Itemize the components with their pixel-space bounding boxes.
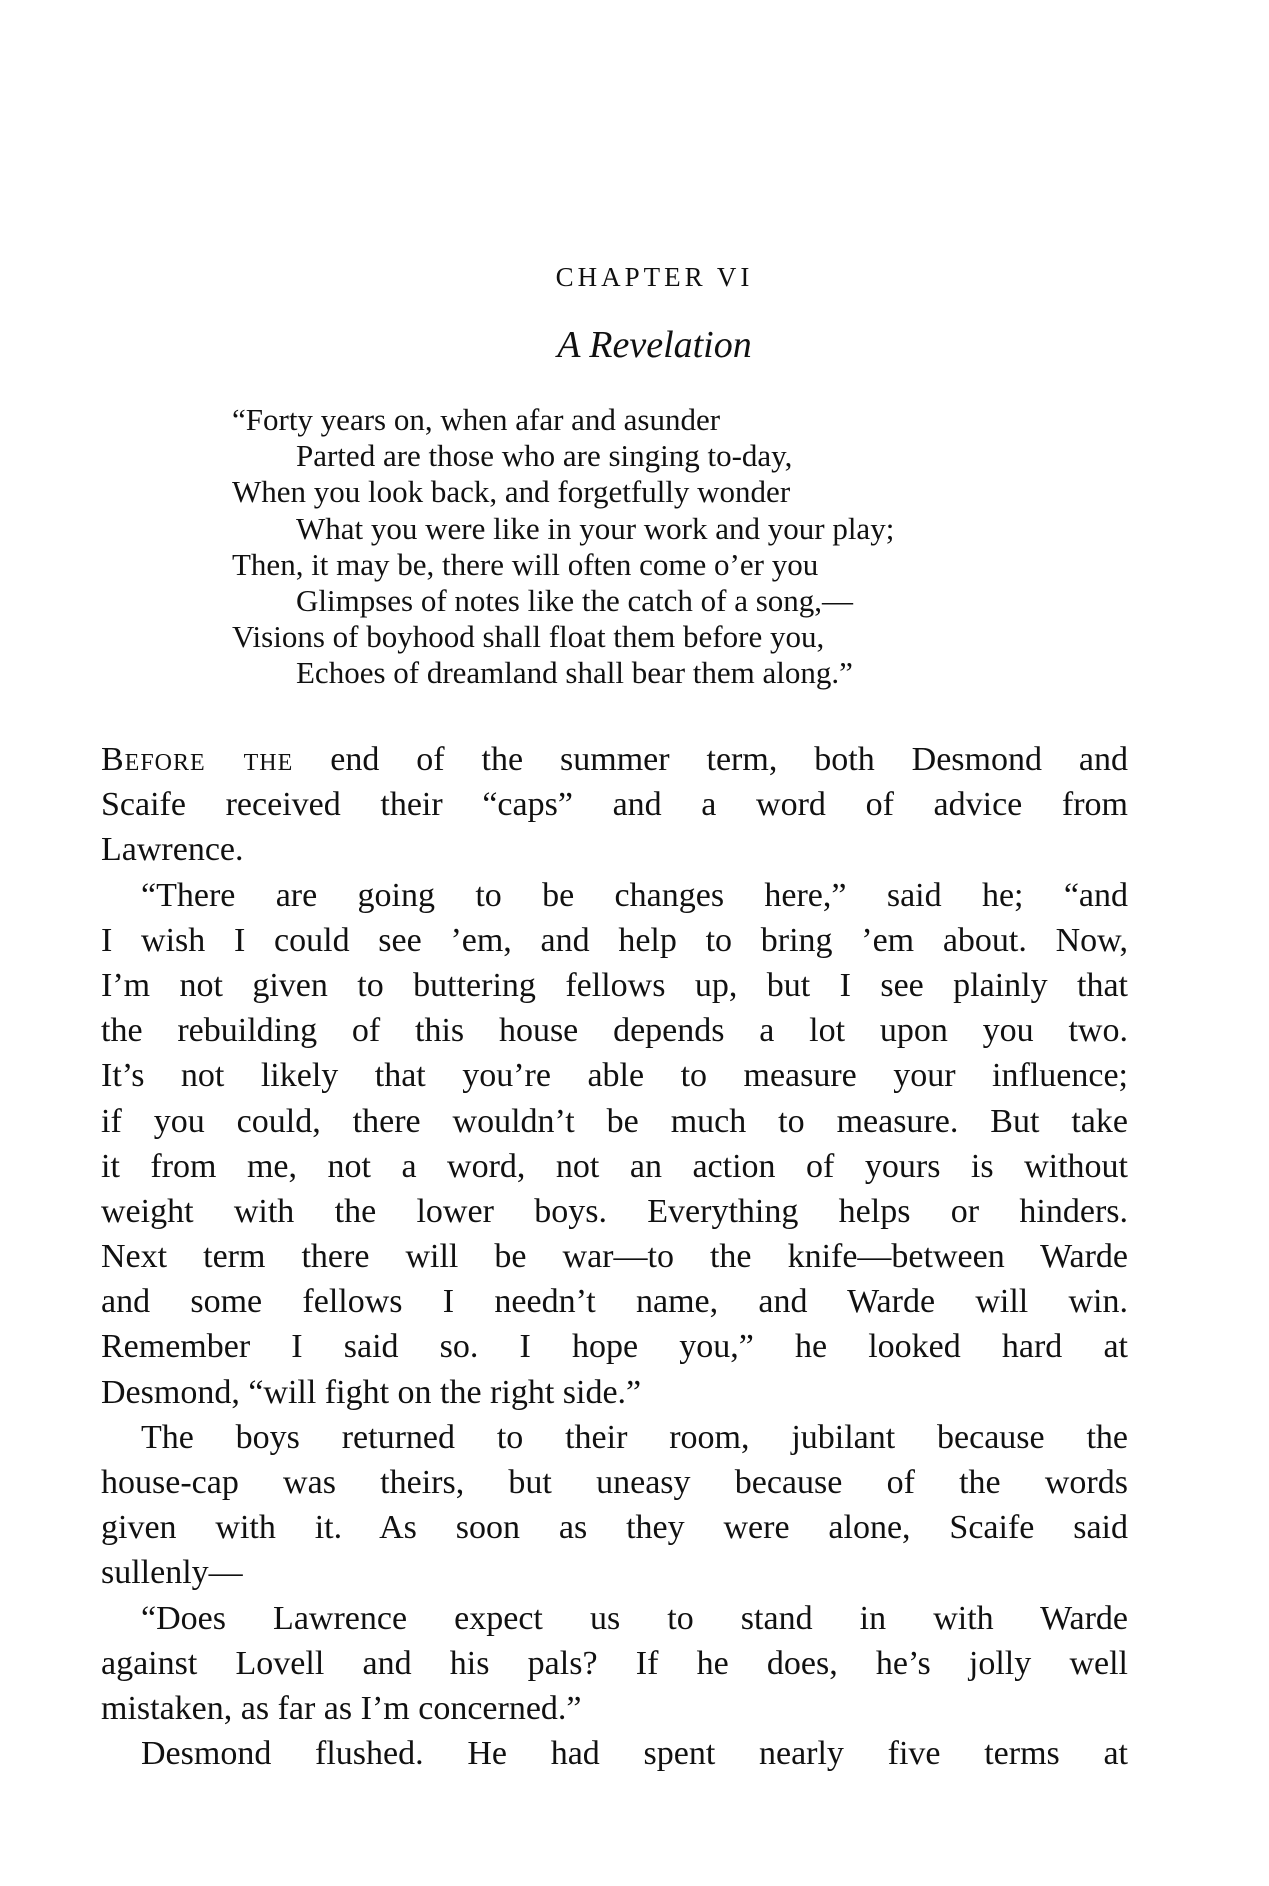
body-line: I’m not given to buttering fellows up, but I see plainly that bbox=[101, 966, 1128, 1004]
epigraph-line: Echoes of dreamland shall bear them along.” bbox=[296, 655, 853, 691]
chapter-label: CHAPTER VI bbox=[555, 262, 754, 292]
body-line bbox=[101, 737, 1128, 782]
body-line: if you could, there wouldn’t be much to measure. But take bbox=[101, 1102, 1128, 1140]
body-line: Desmond, “will fight on the right side.” bbox=[101, 1373, 642, 1411]
body-line: “Does Lawrence expect us to stand in with Warde bbox=[141, 1599, 1128, 1637]
body-line: Remember I said so. I hope you,” he looked hard at bbox=[101, 1328, 1128, 1366]
body-line-text: end of the summer term, both Desmond and bbox=[330, 741, 1129, 778]
chapter-title: A Revelation bbox=[557, 324, 752, 366]
body-line: Scaife received their “caps” and a word of advice from bbox=[101, 786, 1128, 824]
epigraph-line: When you look back, and forgetfully wonder bbox=[232, 474, 791, 510]
body-line: sullenly— bbox=[101, 1554, 243, 1592]
body-line: it from me, not a word, not an action of yours is without bbox=[101, 1147, 1128, 1185]
epigraph-line: What you were like in your work and your play; bbox=[296, 510, 895, 546]
body-line: weight with the lower boys. Everything helps or hinders. bbox=[101, 1192, 1128, 1230]
body-line: against Lovell and his pals? If he does, he’s jolly well bbox=[101, 1644, 1128, 1682]
opening-smallcaps: Before the bbox=[101, 741, 294, 778]
body-line: and some fellows I needn’t name, and Warde will win. bbox=[101, 1283, 1128, 1321]
body-line: the rebuilding of this house depends a lot upon you two. bbox=[101, 1012, 1128, 1050]
epigraph-line: Then, it may be, there will often come o’er you bbox=[232, 546, 819, 582]
epigraph-poem bbox=[232, 402, 1132, 692]
body-line: “There are going to be changes here,” said he; “and bbox=[141, 876, 1128, 914]
body-line: The boys returned to their room, jubilant because the bbox=[141, 1418, 1128, 1456]
epigraph-line: Visions of boyhood shall float them before you, bbox=[232, 619, 825, 655]
body-line: Next term there will be war—to the knife—between Warde bbox=[101, 1238, 1128, 1276]
chapter-body-text bbox=[101, 737, 1128, 1776]
epigraph-line: Parted are those who are singing to-day, bbox=[296, 438, 793, 474]
body-line: given with it. As soon as they were alone, Scaife said bbox=[101, 1509, 1128, 1547]
epigraph-line: “Forty years on, when afar and asunder bbox=[232, 402, 721, 437]
body-line: mistaken, as far as I’m concerned.” bbox=[101, 1689, 582, 1727]
body-line: I wish I could see ’em, and help to bring ’em about. Now, bbox=[101, 921, 1128, 959]
body-line: Desmond flushed. He had spent nearly five terms at bbox=[141, 1735, 1128, 1773]
body-line: Lawrence. bbox=[101, 831, 244, 869]
body-line: house-cap was theirs, but uneasy because of the words bbox=[101, 1464, 1128, 1501]
body-line: It’s not likely that you’re able to measure your influence; bbox=[101, 1057, 1128, 1095]
epigraph-line: Glimpses of notes like the catch of a song,— bbox=[296, 583, 854, 619]
